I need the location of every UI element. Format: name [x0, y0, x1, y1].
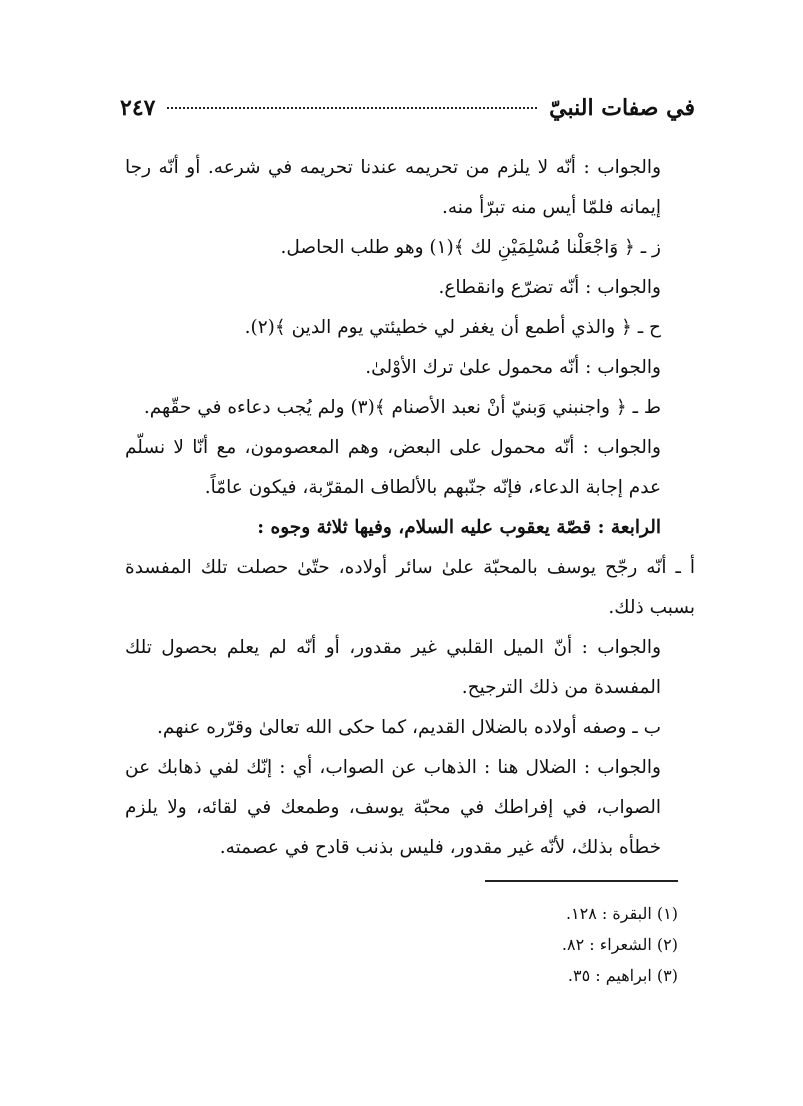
main-text [125, 148, 695, 868]
paragraph: والجواب : أنّه محمول على البعض، وهم المعصومون، مع أنّا لا نسلّم عدم إجابة الدعاء، فإنّه جنّبهم بالألطاف المقرّبة، فيكون عامّاً. [125, 437, 661, 498]
paragraph: أ ـ أنّه رجّح يوسف بالمحبّة علىٰ سائر أولاده، حتّىٰ حصلت تلك المفسدة بسبب ذلك. [125, 557, 695, 618]
page-number: ٢٤٧ [120, 95, 156, 121]
paragraph: والجواب : الضلال هنا : الذهاب عن الصواب، أي : إنّك لفي ذهابك عن الصواب، في إفراطك في محبّة يوسف، وطمعك في لقائه، ولا يلزم خطأه بذلك، لأنّه غير مقدور، فليس بذنب قادح في عصمته. [125, 757, 661, 858]
footnote: (٢) الشعراء : ٨٢. [561, 935, 678, 954]
paragraph: ط ـ ﴿ واجنبني وَبنيّ أنْ نعبد الأصنام ﴾(٣) ولم يُجب دعاءه في حقّهم. [143, 397, 661, 418]
running-header-title: في صفات النبيّ [549, 95, 695, 121]
footnotes [300, 898, 678, 991]
paragraph: والجواب : أنّه تضرّع وانقطاع. [438, 277, 661, 298]
footnote: (٣) ابراهيم : ٣٥. [567, 966, 678, 985]
paragraph: ب ـ وصفه أولاده بالضلال القديم، كما حكى الله تعالىٰ وقرّره عنهم. [157, 717, 661, 738]
footnote: (١) البقرة : ١٢٨. [565, 904, 678, 923]
dot-leader [167, 107, 537, 109]
paragraph: والجواب : أنّه لا يلزم من تحريمه عندنا تحريمه في شرعه. أو أنّه رجا إيمانه فلمّا أيس منه تبرّأ منه. [125, 157, 661, 218]
paragraph: والجواب : أنّه محمول علىٰ ترك الأوْلىٰ. [365, 357, 661, 378]
footnote-separator [485, 880, 678, 882]
paragraph: والجواب : أنّ الميل القلبي غير مقدور، أو أنّه لم يعلم بحصول تلك المفسدة من ذلك الترجيح. [125, 637, 661, 698]
paragraph: ز ـ ﴿ وَاجْعَلْنا مُسْلِمَيْنِ لك ﴾(١) وهو طلب الحاصل. [280, 237, 661, 258]
running-header [120, 95, 695, 135]
paragraph: ح ـ ﴿ والذي أطمع أن يغفر لي خطيئتي يوم الدين ﴾(٢). [244, 317, 661, 338]
section-heading: الرابعة : قصّة يعقوب عليه السلام، وفيها ثلاثة وجوه : [257, 517, 661, 538]
